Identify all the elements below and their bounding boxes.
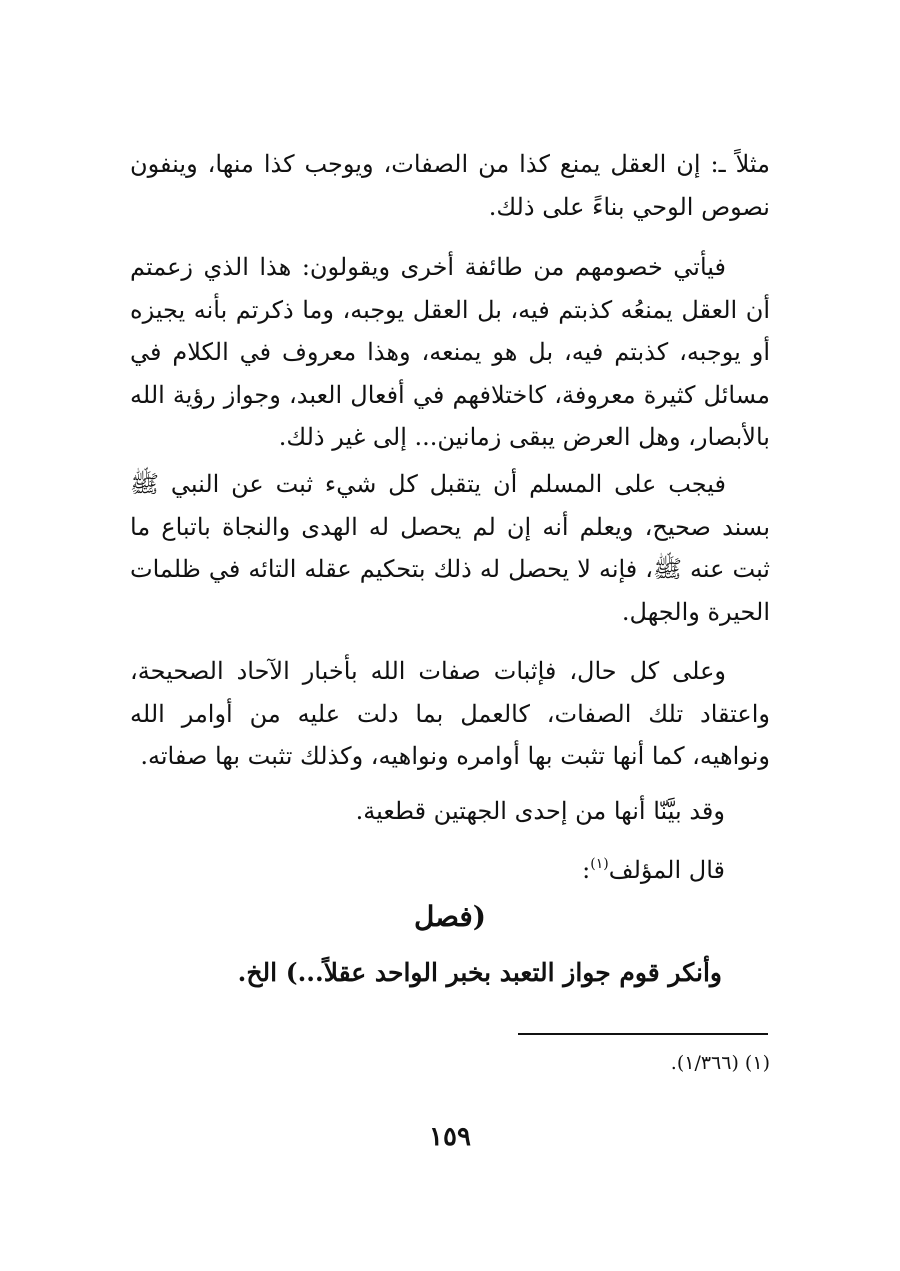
author-said-line: [582, 843, 725, 892]
footnote: (١) (١/٣٦٦).: [670, 1052, 770, 1074]
paragraph-text: فيأتي خصومهم من طائفة أخرى ويقولون: هذا الذي زعمتم أن العقل يمنعُه كذبتم فيه، بل العقل يوجبه، وما ذكرتم بأنه يجيزه أو يوجبه، كذبتم فيه، بل هو يمنعه، وهذا معروف في الكلام في مسائل كثيرة معروفة، كاختلافهم في أفعال العبد، وجواز رؤية الله بالأبصار، وهل العرض يبقى زمانين... إلى غير ذلك.: [130, 253, 771, 451]
paragraph-2: [130, 246, 770, 459]
paragraph-3: [130, 463, 770, 633]
paragraph-4: [130, 650, 770, 778]
footnote-reference: (١): [590, 856, 609, 872]
paragraph-text: مثلاً ـ: إن العقل يمنع كذا من الصفات، ويوجب كذا منها، وينفون نصوص الوحي بناءً على ذلك.: [130, 150, 770, 221]
page-number: ١٥٩: [429, 1122, 471, 1152]
short-line: [356, 790, 725, 833]
section-opening-line: وأنكر قوم جواز التعبد بخبر الواحد عقلاً...) الخ.: [237, 958, 722, 987]
footnote-divider: [518, 1033, 768, 1035]
author-said-text: قال المؤلف: [608, 856, 725, 884]
paragraph-text: فيجب على المسلم أن يتقبل كل شيء ثبت عن النبي ﷺ بسند صحيح، ويعلم أنه إن لم يحصل له الهدى والنجاة باتباع ما ثبت عنه ﷺ، فإنه لا يحصل له ذلك بتحكيم عقله التائه في ظلمات الحيرة والجهل.: [130, 470, 770, 626]
author-said-colon: :: [582, 856, 591, 884]
short-line-text: وقد بيَّنّا أنها من إحدى الجهتين قطعية.: [355, 797, 725, 825]
paragraph-1: [130, 143, 770, 228]
paragraph-text: وعلى كل حال، فإثبات صفات الله بأخبار الآحاد الصحيحة، واعتقاد تلك الصفات، كالعمل بما دلت عليه من أوامر الله ونواهيه، كما أنها تثبت بها أوامره ونواهيه، وكذلك تثبت بها صفاته.: [130, 657, 770, 770]
section-title: (فصل: [413, 900, 487, 933]
